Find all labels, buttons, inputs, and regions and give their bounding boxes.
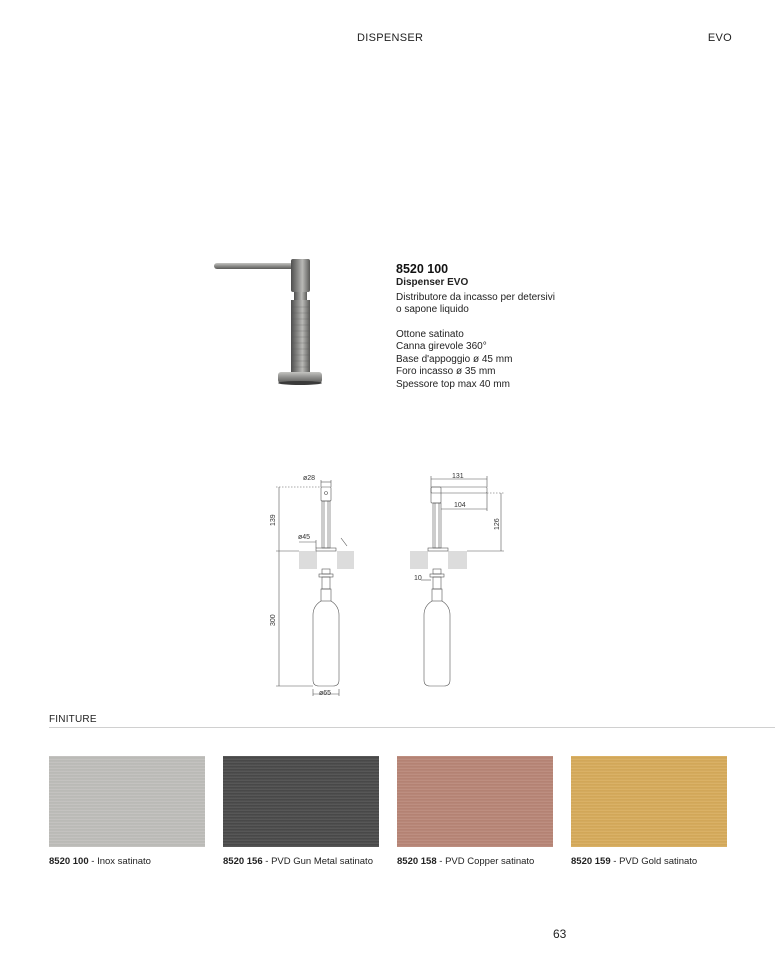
dim-front-top-height: 139 <box>270 514 277 526</box>
product-name: Dispenser EVO <box>396 277 469 288</box>
section-divider <box>49 727 775 728</box>
dim-side-spout-height: 126 <box>494 518 501 530</box>
dim-side-thickness: 10 <box>414 575 422 582</box>
finish-code: 8520 159 <box>571 856 611 867</box>
header-title: DISPENSER <box>357 32 424 44</box>
finish-caption <box>397 856 534 867</box>
swatch-gold <box>571 756 727 847</box>
swatch-inox <box>49 756 205 847</box>
finish-caption <box>49 856 151 867</box>
header-collection: EVO <box>707 32 732 44</box>
swatch-copper <box>397 756 553 847</box>
finish-label: - PVD Gun Metal satinato <box>262 856 373 867</box>
technical-drawing <box>255 470 515 700</box>
finishes-title: FINITURE <box>49 714 97 725</box>
finish-code: 8520 100 <box>49 856 89 867</box>
dim-front-top-diameter: ø28 <box>303 475 316 482</box>
description-line: Distributore da incasso per detersivi <box>396 291 555 303</box>
finish-label: - Inox satinato <box>88 856 151 867</box>
dim-side-inner-reach: 104 <box>454 502 466 509</box>
dim-front-bottle-diameter: ø65 <box>319 690 332 697</box>
product-code: 8520 100 <box>396 262 449 276</box>
spec-line: Ottone satinato <box>396 328 464 340</box>
spec-line: Canna girevole 360° <box>396 341 487 352</box>
page-number: 63 <box>553 927 567 941</box>
swatch-gun-metal <box>223 756 379 847</box>
description-line: o sapone liquido <box>396 304 469 315</box>
finish-code: 8520 156 <box>223 856 263 867</box>
product-info <box>396 262 596 391</box>
dim-side-reach: 131 <box>452 473 464 480</box>
product-photo <box>205 255 330 395</box>
spec-line: Base d'appoggio ø 45 mm <box>396 353 513 365</box>
spec-line: Foro incasso ø 35 mm <box>396 366 496 377</box>
dim-front-base-diameter: ø45 <box>298 534 311 541</box>
spec-line: Spessore top max 40 mm <box>396 378 510 390</box>
finish-caption <box>223 856 373 867</box>
finish-code: 8520 158 <box>397 856 437 867</box>
finish-label: - PVD Gold satinato <box>610 856 698 867</box>
dim-front-bottle-height: 300 <box>270 614 277 626</box>
front-view <box>276 480 354 696</box>
finish-label: - PVD Copper satinato <box>436 856 535 867</box>
finish-caption <box>571 856 697 867</box>
